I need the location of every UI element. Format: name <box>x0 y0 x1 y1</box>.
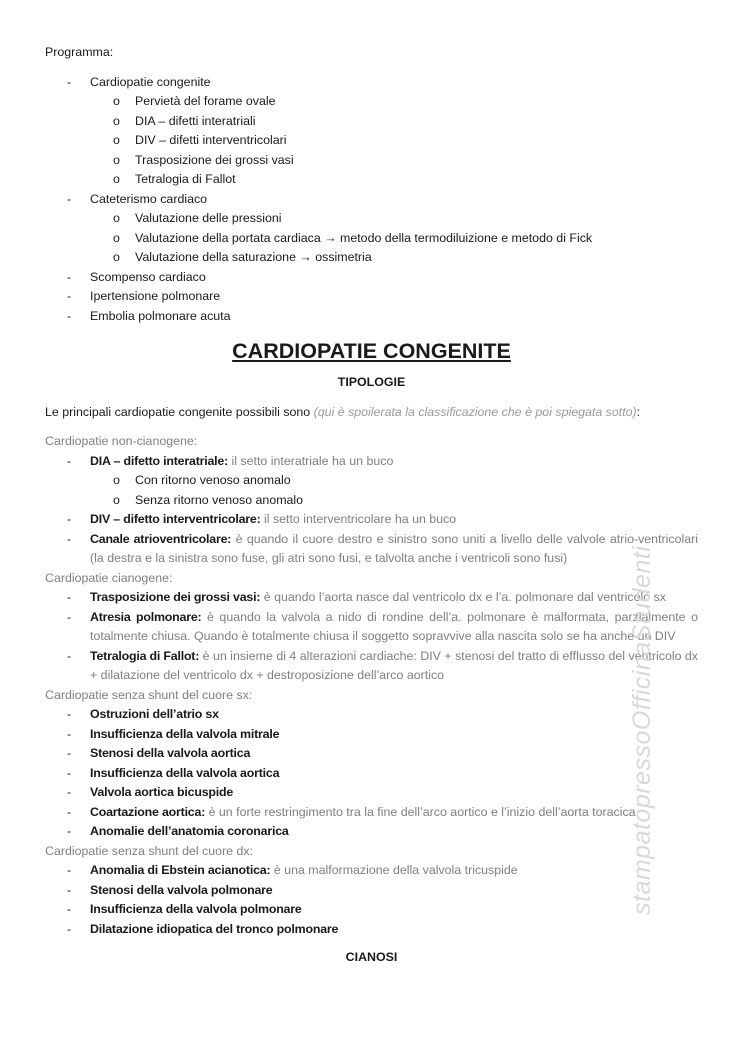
item-term: Anomalia di Ebstein acianotica: <box>90 863 271 877</box>
item-term: Stenosi della valvola polmonare <box>90 882 273 897</box>
item-term: Dilatazione idiopatica del tronco polmonare <box>90 921 339 936</box>
dash-bullet: - <box>67 590 72 604</box>
list-item <box>45 900 698 920</box>
dash-bullet: - <box>67 746 72 760</box>
circle-bullet: o <box>113 152 120 167</box>
dash-bullet: - <box>67 902 72 916</box>
item-description: è quando l’aorta nasce dal ventricolo dx e l’a. polmonare dal ventricolo sx <box>260 590 666 604</box>
list-item <box>45 803 698 823</box>
list-item-label: Scompenso cardiaco <box>90 269 206 284</box>
sub-list-item <box>45 491 698 511</box>
dash-bullet: - <box>67 512 72 526</box>
item-term: Coartazione aortica: <box>90 804 206 819</box>
sub-item-label: Senza ritorno venoso anomalo <box>135 492 304 507</box>
sub-item-label: Tetralogia di Fallot <box>135 172 236 186</box>
sub-list-item <box>45 209 698 229</box>
item-term: Canale atrioventricolare: <box>90 531 232 546</box>
list-item-label: Ipertensione polmonare <box>90 289 221 303</box>
list-item <box>45 190 698 210</box>
item-description: è un forte restringimento tra la fine dell’arco aortico e l’inizio dell’aorta toracica <box>205 804 636 819</box>
page-title: CARDIOPATIE CONGENITE <box>232 339 511 363</box>
list-item <box>45 287 698 307</box>
dash-bullet: - <box>67 726 72 741</box>
sub-list-item <box>45 151 698 171</box>
programma-list <box>45 73 698 327</box>
dash-bullet: - <box>67 74 72 89</box>
intro-note: (qui è spoilerata la classificazione che è poi spiegata sotto) <box>313 404 637 419</box>
circle-bullet: o <box>113 172 120 186</box>
item-term: Insufficienza della valvola polmonare <box>90 902 302 916</box>
list-item <box>45 705 698 725</box>
sub-item-label: Valutazione della portata cardiaca → metodo della termodiluizione e metodo di Fick <box>135 230 593 245</box>
group-heading: Cardiopatie senza shunt del cuore dx: <box>45 843 254 858</box>
sub-list-item <box>45 92 698 112</box>
list-item <box>45 268 698 288</box>
sub-list-item <box>45 112 698 132</box>
list-item <box>45 881 698 901</box>
programma-heading: Programma: <box>45 45 114 59</box>
sub-item-label: DIV – difetti interventricolari <box>135 133 287 147</box>
list-item <box>45 920 698 940</box>
dash-bullet: - <box>67 707 72 721</box>
circle-bullet: o <box>113 113 120 128</box>
item-term: Anomalie dell’anatomia coronarica <box>90 824 289 838</box>
dash-bullet: - <box>67 648 72 663</box>
sub-list-item <box>45 229 698 249</box>
intro-end: : <box>636 404 641 419</box>
item-term: Tetralogia di Fallot: <box>90 648 200 663</box>
list-item <box>45 452 698 472</box>
dash-bullet: - <box>67 804 72 819</box>
intro-text: Le principali cardiopatie congenite possibili sono <box>45 404 314 419</box>
sub-item-label: Trasposizione dei grossi vasi <box>135 152 294 167</box>
item-term: Insufficienza della valvola aortica <box>90 765 280 780</box>
section-subtitle: TIPOLOGIE <box>337 375 406 389</box>
list-item <box>45 744 698 764</box>
dash-bullet: - <box>67 531 72 546</box>
item-term: DIV – difetto interventricolare: <box>90 512 261 526</box>
list-item <box>45 510 698 530</box>
document-page <box>45 43 698 968</box>
list-item <box>45 307 698 327</box>
list-item <box>45 783 698 803</box>
item-description: il setto interventricolare ha un buco <box>260 512 457 526</box>
list-item <box>45 588 698 608</box>
sub-item-label: Valutazione delle pressioni <box>135 211 282 225</box>
group-heading: Cardiopatie senza shunt del cuore sx: <box>45 687 253 702</box>
dash-bullet: - <box>67 765 72 780</box>
list-item <box>45 764 698 784</box>
item-term: Stenosi della valvola aortica <box>90 746 251 760</box>
sub-list-item <box>45 131 698 151</box>
item-term: Valvola aortica bicuspide <box>90 785 234 799</box>
group-heading: Cardiopatie non-cianogene: <box>45 434 198 448</box>
dash-bullet: - <box>67 921 72 936</box>
intro-paragraph <box>45 403 698 423</box>
dash-bullet: - <box>67 882 72 897</box>
sub-item-label: Pervietà del forame ovale <box>135 94 276 108</box>
dash-bullet: - <box>67 191 72 206</box>
item-description: è una malformazione della valvola tricuspide <box>270 863 518 877</box>
sub-list-item <box>45 471 698 491</box>
sub-list-item <box>45 248 698 268</box>
circle-bullet: o <box>113 133 120 147</box>
list-item <box>45 725 698 745</box>
list-item-label: Embolia polmonare acuta <box>90 308 231 323</box>
dash-bullet: - <box>67 308 72 323</box>
dash-bullet: - <box>67 453 72 468</box>
item-description: è quando la valvola a nido di rondine dell’a. polmonare è malformata, parzialmente o totalmente chiusa. Quando è totalmente chiusa il soggetto sopravvive alla nascita solo se ha anche un DIV <box>90 609 698 643</box>
circle-bullet: o <box>113 250 120 264</box>
dash-bullet: - <box>67 289 72 303</box>
item-description: è un insieme di 4 alterazioni cardiache: DIV + stenosi del tratto di efflusso del ventricolo dx + dilatazione del ventricolo dx + destroposizione dell’arco aortico <box>90 648 699 682</box>
list-item <box>45 647 698 686</box>
sub-list-item <box>45 170 698 190</box>
circle-bullet: o <box>113 473 120 487</box>
list-item-label: Cardiopatie congenite <box>90 74 211 89</box>
circle-bullet: o <box>113 492 120 507</box>
sub-item-label: Valutazione della saturazione → ossimetria <box>135 250 372 264</box>
list-item <box>45 608 698 647</box>
circle-bullet: o <box>113 230 120 245</box>
sub-item-label: Con ritorno venoso anomalo <box>135 473 291 487</box>
dash-bullet: - <box>67 609 72 624</box>
watermark: stampatopressoOfficinaStudenti <box>628 545 656 915</box>
list-item <box>45 861 698 881</box>
item-term: Trasposizione dei grossi vasi: <box>90 590 261 604</box>
list-item <box>45 530 698 569</box>
group-heading: Cardiopatie cianogene: <box>45 570 173 585</box>
next-section-heading: CIANOSI <box>345 950 398 964</box>
list-item <box>45 73 698 93</box>
item-term: Ostruzioni dell’atrio sx <box>90 707 219 721</box>
dash-bullet: - <box>67 824 72 838</box>
item-description: il setto interatriale ha un buco <box>228 453 394 468</box>
dash-bullet: - <box>67 785 72 799</box>
item-description: è quando il cuore destro e sinistro sono uniti a livello delle valvole atrio-ventricolari (la destra e la sinistra sono fuse, gli atri sono fusi, e talvolta anche i ventricoli sono fusi) <box>90 531 698 565</box>
circle-bullet: o <box>113 94 120 108</box>
item-term: DIA – difetto interatriale: <box>90 453 229 468</box>
item-term: Insufficienza della valvola mitrale <box>90 726 280 741</box>
classification-groups <box>45 432 698 939</box>
list-item <box>45 822 698 842</box>
list-item-label: Cateterismo cardiaco <box>90 191 208 206</box>
item-term: Atresia polmonare: <box>90 609 202 624</box>
sub-item-label: DIA – difetti interatriali <box>135 113 256 128</box>
dash-bullet: - <box>67 269 72 284</box>
dash-bullet: - <box>67 863 72 877</box>
circle-bullet: o <box>113 211 120 225</box>
